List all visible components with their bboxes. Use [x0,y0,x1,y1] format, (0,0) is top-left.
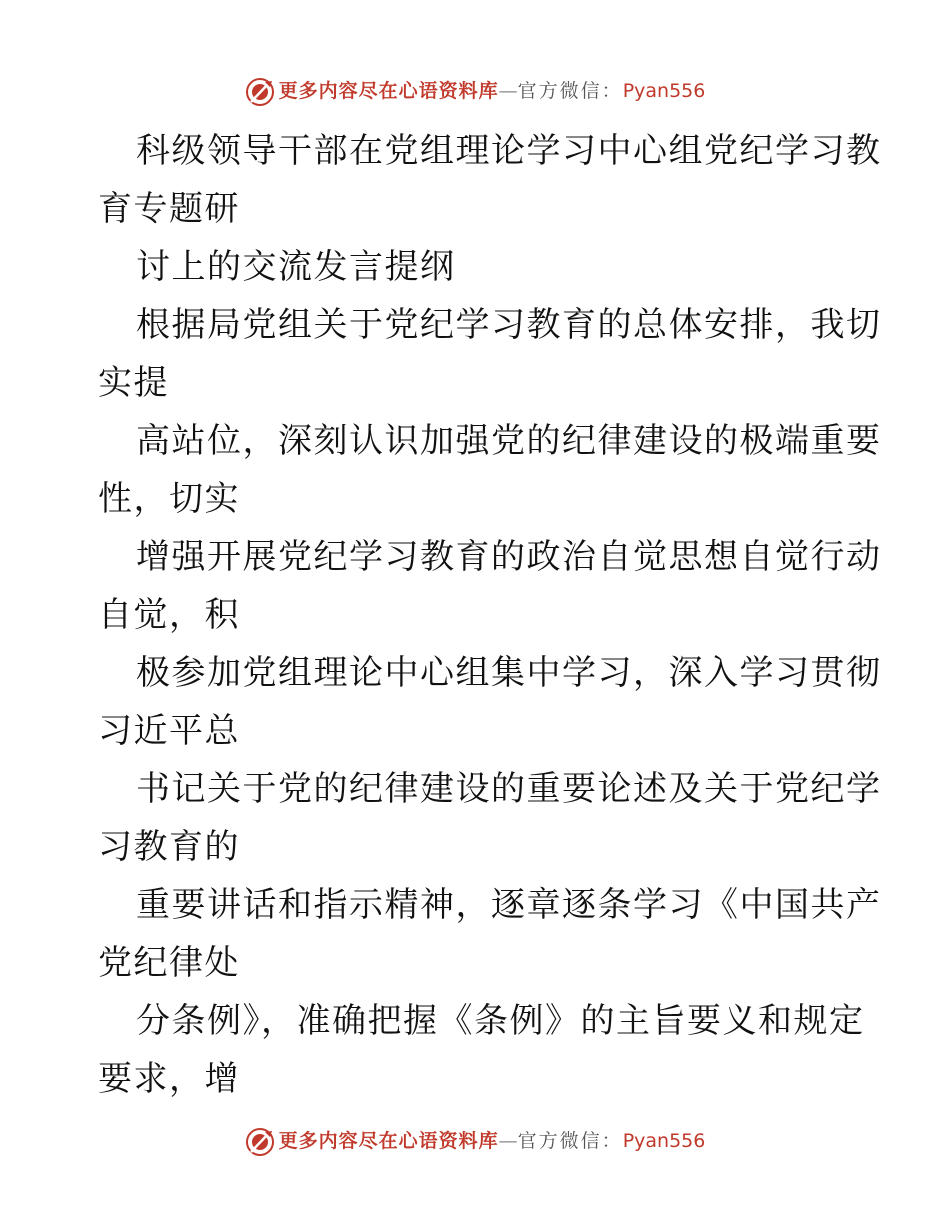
text-line: 书记关于党的纪律建设的重要论述及关于党纪学 [136,769,882,809]
watermark-brand: 更多内容尽在心语资料库 [278,1130,499,1152]
text-line: 党纪律处 [98,943,240,983]
watermark-dash: — [498,1130,518,1152]
text-line: 育专题研 [98,189,240,229]
text-line: 分条例》，准确把握《条例》的主旨要义和规定 [136,1001,865,1041]
text-line: 重要讲话和指示精神，逐章逐条学习《中国共产 [136,885,882,925]
header-watermark [0,76,950,107]
watermark-wechat-id: Pyan556 [622,1130,706,1152]
watermark-dash: — [498,80,518,102]
text-line: 自觉，积 [98,595,240,635]
quill-logo-icon [245,77,275,107]
text-line: 高站位，深刻认识加强党的纪律建设的极端重要 [136,421,882,461]
text-line: 要求，增 [98,1059,240,1099]
watermark-wechat-id: Pyan556 [622,80,706,102]
document-body [98,122,882,1108]
text-line: 科级领导干部在党组理论学习中心组党纪学习教 [136,131,882,171]
text-line: 习近平总 [98,711,240,751]
text-line: 极参加党组理论中心组集中学习，深入学习贯彻 [136,653,882,693]
watermark-official-label: 官方微信： [517,1130,623,1152]
text-line: 实提 [98,363,169,403]
text-line: 习教育的 [98,827,240,867]
text-line: 性，切实 [98,479,240,519]
text-line: 增强开展党纪学习教育的政治自觉思想自觉行动 [136,537,882,577]
watermark-brand: 更多内容尽在心语资料库 [278,80,499,102]
text-line: 讨上的交流发言提纲 [136,247,456,287]
footer-watermark [0,1126,950,1157]
watermark-official-label: 官方微信： [517,80,623,102]
text-line: 根据局党组关于党纪学习教育的总体安排，我切 [136,305,882,345]
quill-logo-icon [245,1127,275,1157]
